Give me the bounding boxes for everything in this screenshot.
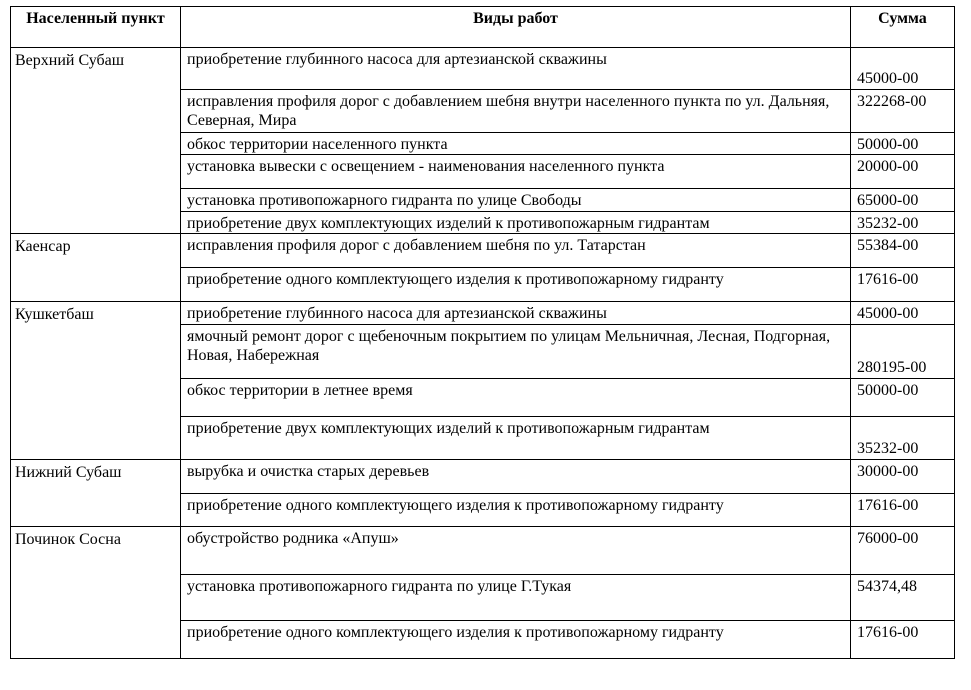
work-cell: обкос территории в летнее время — [181, 379, 851, 417]
sum-cell: 35232-00 — [851, 417, 955, 460]
header-place: Населенный пункт — [11, 7, 181, 48]
work-cell: вырубка и очистка старых деревьев — [181, 460, 851, 494]
work-cell: установка противопожарного гидранта по улице Г.Тукая — [181, 575, 851, 621]
table-row — [11, 527, 955, 575]
work-cell: исправления профиля дорог с добавлением шебня внутри населенного пункта по ул. Дальняя, Северная, Мира — [181, 90, 851, 133]
sum-cell: 45000-00 — [851, 48, 955, 90]
sum-cell: 35232-00 — [851, 212, 955, 234]
work-cell: ямочный ремонт дорог с щебеночным покрытием по улицам Мельничная, Лесная, Подгорная, Новая, Набережная — [181, 325, 851, 379]
sum-cell: 17616-00 — [851, 268, 955, 302]
work-cell: установка вывески с освещением - наименования населенного пункта — [181, 155, 851, 189]
header-work: Виды работ — [181, 7, 851, 48]
table-row — [11, 48, 955, 90]
place-cell: Починок Сосна — [11, 527, 181, 659]
work-cell: приобретение одного комплектующего изделия к противопожарному гидранту — [181, 494, 851, 527]
sum-cell: 55384-00 — [851, 234, 955, 268]
sum-cell: 17616-00 — [851, 494, 955, 527]
work-cell: обустройство родника «Апуш» — [181, 527, 851, 575]
work-cell: приобретение одного комплектующего изделия к противопожарному гидранту — [181, 268, 851, 302]
works-table — [10, 6, 955, 659]
sum-cell: 20000-00 — [851, 155, 955, 189]
work-cell: приобретение двух комплектующих изделий к противопожарным гидрантам — [181, 212, 851, 234]
work-cell: обкос территории населенного пункта — [181, 133, 851, 155]
table-row — [11, 460, 955, 494]
work-cell: приобретение одного комплектующего изделия к противопожарному гидранту — [181, 621, 851, 659]
sum-cell: 50000-00 — [851, 379, 955, 417]
header-sum: Сумма — [851, 7, 955, 48]
sum-cell: 17616-00 — [851, 621, 955, 659]
sum-cell: 54374,48 — [851, 575, 955, 621]
header-row — [11, 7, 955, 48]
work-cell: установка противопожарного гидранта по улице Свободы — [181, 189, 851, 212]
sum-cell: 65000-00 — [851, 189, 955, 212]
table-header — [11, 7, 955, 48]
place-cell: Кушкетбаш — [11, 302, 181, 460]
work-cell: приобретение глубинного насоса для артезианской скважины — [181, 302, 851, 325]
sum-cell: 322268-00 — [851, 90, 955, 133]
sum-cell: 30000-00 — [851, 460, 955, 494]
sum-cell: 280195-00 — [851, 325, 955, 379]
place-cell: Верхний Субаш — [11, 48, 181, 234]
work-cell: приобретение глубинного насоса для артезианской скважины — [181, 48, 851, 90]
table-row — [11, 302, 955, 325]
work-cell: исправления профиля дорог с добавлением шебня по ул. Татарстан — [181, 234, 851, 268]
work-cell: приобретение двух комплектующих изделий к противопожарным гидрантам — [181, 417, 851, 460]
sum-cell: 45000-00 — [851, 302, 955, 325]
sum-cell: 76000-00 — [851, 527, 955, 575]
place-cell: Нижний Субаш — [11, 460, 181, 527]
table-row — [11, 234, 955, 268]
sum-cell: 50000-00 — [851, 133, 955, 155]
place-cell: Каенсар — [11, 234, 181, 302]
